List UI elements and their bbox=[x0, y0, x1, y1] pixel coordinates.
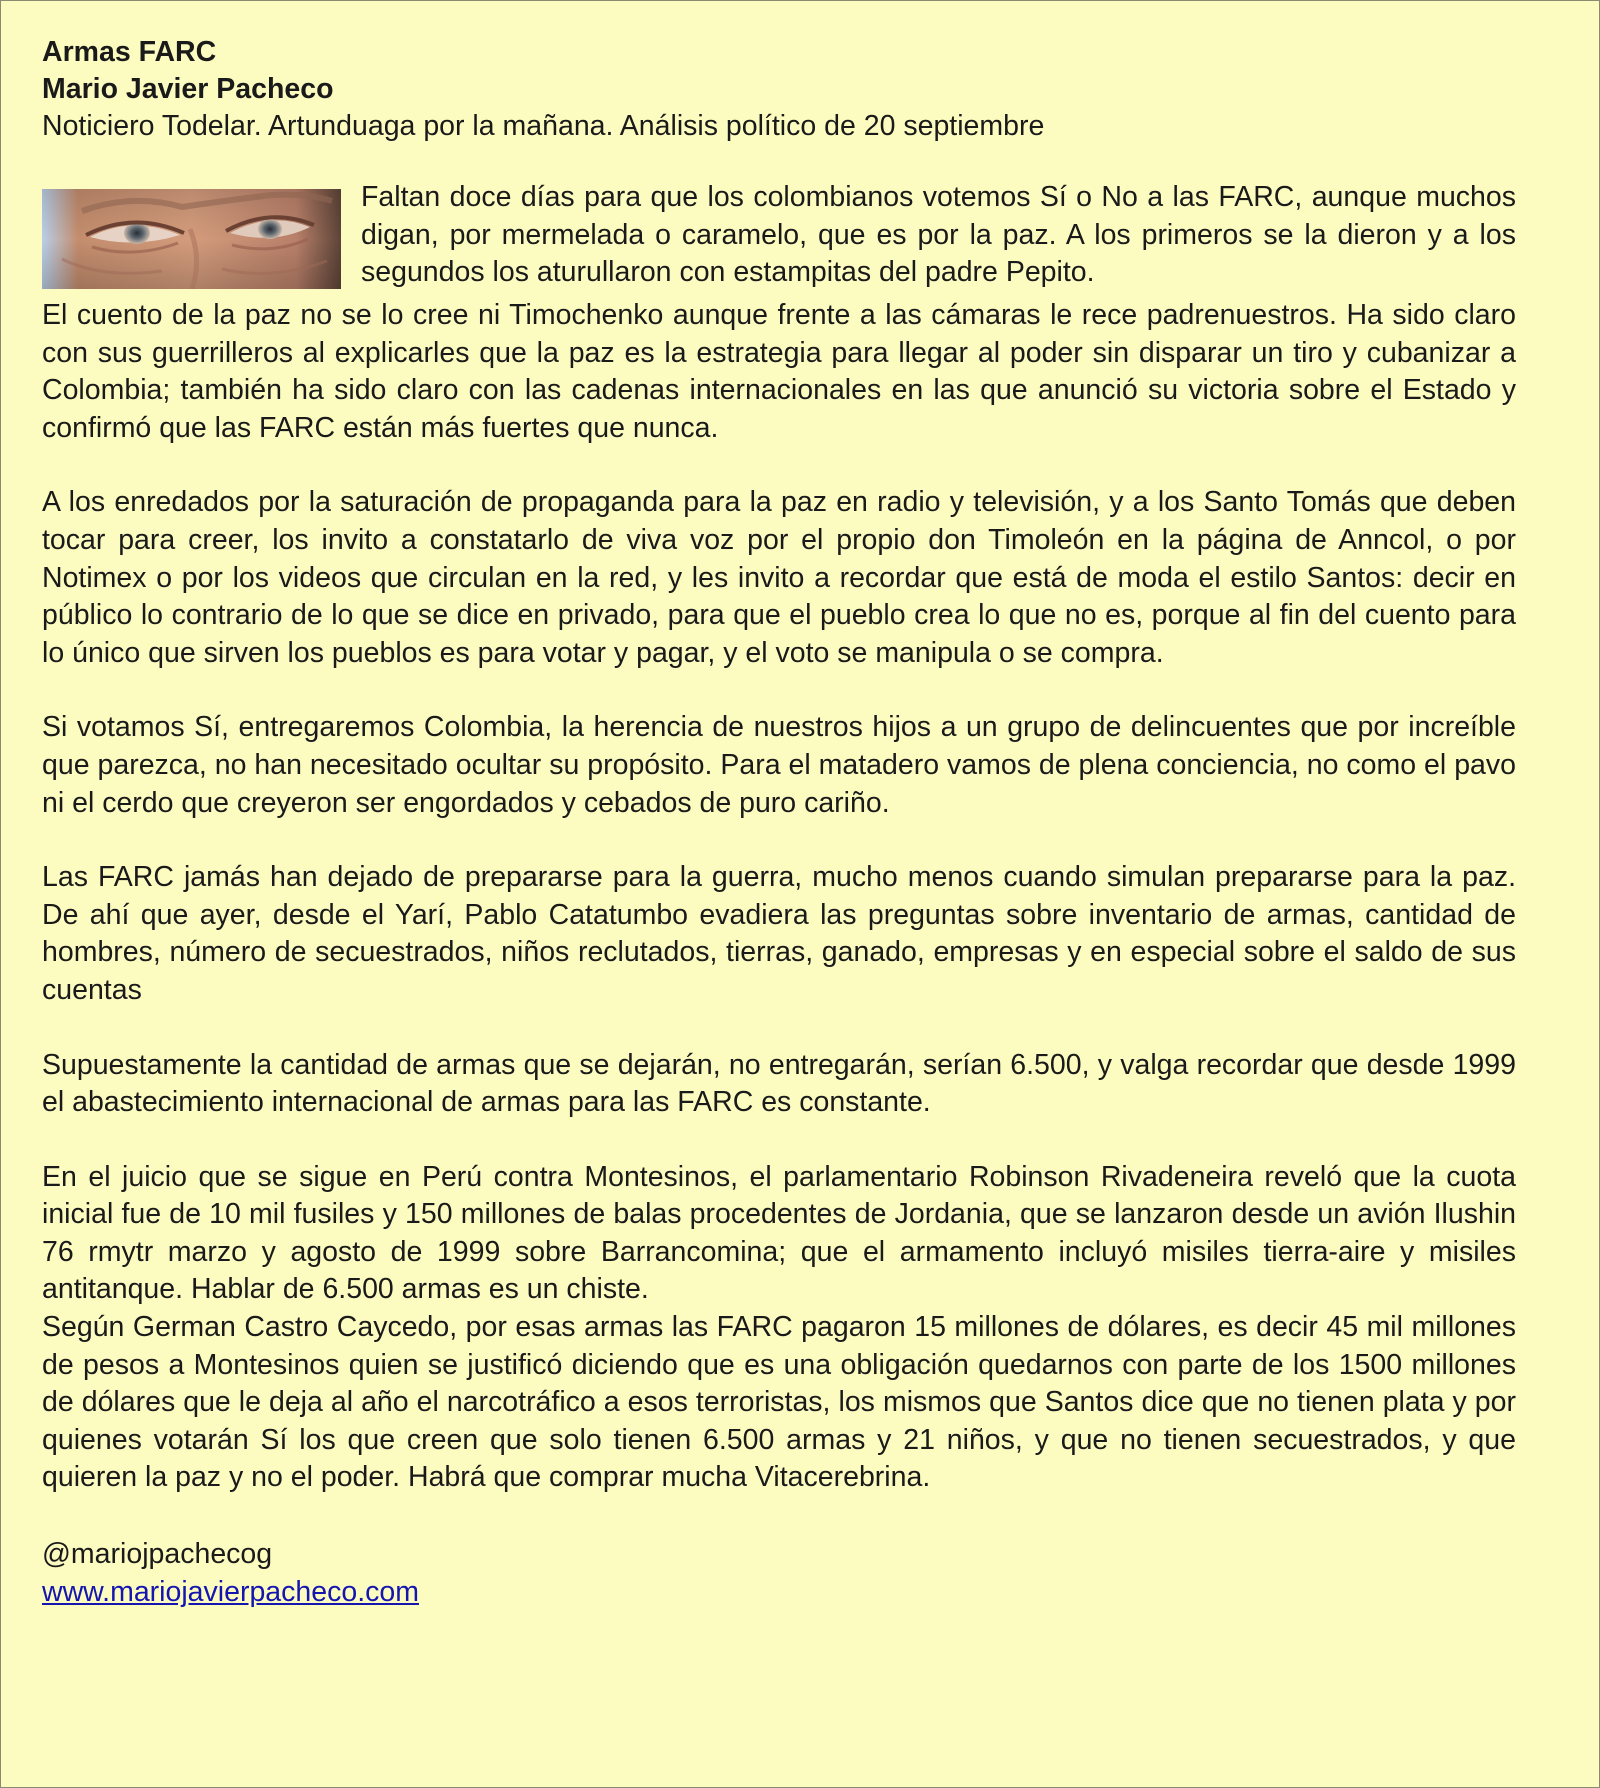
photo-right-iris bbox=[258, 219, 282, 239]
article-paragraph: Supuestamente la cantidad de armas que se dejarán, no entregarán, serían 6.500, y valga recordar que desde 1999 el abastecimiento internacional de armas para las FARC es constante. bbox=[42, 1048, 1516, 1119]
author-eyes-photo-icon bbox=[42, 189, 341, 289]
author-name: Mario Javier Pacheco bbox=[42, 73, 334, 105]
article-paragraph-intro: Faltan doce días para que los colombianos votemos Sí o No a las FARC, aunque muchos digan, por mermelada o caramelo, que es por la paz. A los primeros se la dieron y a los segundos los aturullaron con estampitas del padre Pepito. bbox=[361, 181, 1516, 289]
article-paragraph: Según German Castro Caycedo, por esas armas las FARC pagaron 15 millones de dólares, es decir 45 mil millones de pesos a Montesinos quien se justificó diciendo que es una obligación quedarnos con parte de los 1500 millones de dólares que le deja al año el narcotráfico a esos terroristas, los mismos que Santos dice que no tienen plata y por quienes votarán Sí los que creen que solo tienen 6.500 armas y 21 niños, y que no tienen secuestrados, y que quieren la paz y no el poder. Habrá que comprar mucha Vitacerebrina. bbox=[42, 1311, 1516, 1494]
article-content bbox=[42, 34, 1516, 1611]
photo-left-iris bbox=[124, 222, 150, 244]
article-title: Armas FARC bbox=[42, 36, 217, 68]
article-paragraph: A los enredados por la saturación de propaganda para la paz en radio y televisión, y a los Santo Tomás que deben tocar para creer, los invito a constatarlo de viva voz por el propio don Timoleón en la página de Anncol, o por Notimex o por los videos que circulan en la red, y les invito a recordar que está de moda el estilo Santos: decir en público lo contrario de lo que se dice en privado, para que el pueblo crea lo que no es, porque al fin del cuento para lo único que sirven los pueblos es para votar y pagar, y el voto se manipula o se compra. bbox=[42, 486, 1516, 669]
twitter-handle: @mariojpachecog bbox=[42, 1538, 273, 1571]
article-paragraph: En el juicio que se sigue en Perú contra Montesinos, el parlamentario Robinson Rivadeneira reveló que la cuota inicial fue de 10 mil fusiles y 150 millones de balas procedentes de Jordania, que se lanzaron desde un avión Ilushin 76 rmytr marzo y agosto de 1999 sobre Barrancomina; que el armamento incluyó misiles tierra-aire y misiles antitanque. Hablar de 6.500 armas es un chiste. bbox=[42, 1160, 1516, 1306]
source-line: Noticiero Todelar. Artunduaga por la mañana. Análisis político de 20 septiembre bbox=[42, 110, 1045, 142]
intro-block bbox=[42, 179, 1516, 297]
article-paragraph: El cuento de la paz no se lo cree ni Timochenko aunque frente a las cámaras le rece padrenuestros. Ha sido claro con sus guerrilleros al explicarles que la paz es la estrategia para llegar al poder sin disparar un tiro y cubanizar a Colombia; también ha sido claro con las cadenas internacionales en las que anunció su victoria sobre el Estado y confirmó que las FARC están más fuertes que nunca. bbox=[42, 299, 1516, 444]
article-paragraph: Si votamos Sí, entregaremos Colombia, la herencia de nuestros hijos a un grupo de delincuentes que por increíble que parezca, no han necesitado ocultar su propósito. Para el matadero vamos de plena conciencia, no como el pavo ni el cerdo que creyeron ser engordados y cebados de puro cariño. bbox=[42, 711, 1516, 819]
signoff-block bbox=[42, 1536, 1516, 1611]
article-paragraph: Las FARC jamás han dejado de prepararse para la guerra, mucho menos cuando simulan prepararse para la paz. De ahí que ayer, desde el Yarí, Pablo Catatumbo evadiera las preguntas sobre inventario de armas, cantidad de hombres, número de secuestrados, niños reclutados, tierras, ganado, empresas y en especial sobre el saldo de sus cuentas bbox=[42, 861, 1516, 1006]
website-link[interactable]: www.mariojavierpacheco.com bbox=[42, 1575, 419, 1608]
